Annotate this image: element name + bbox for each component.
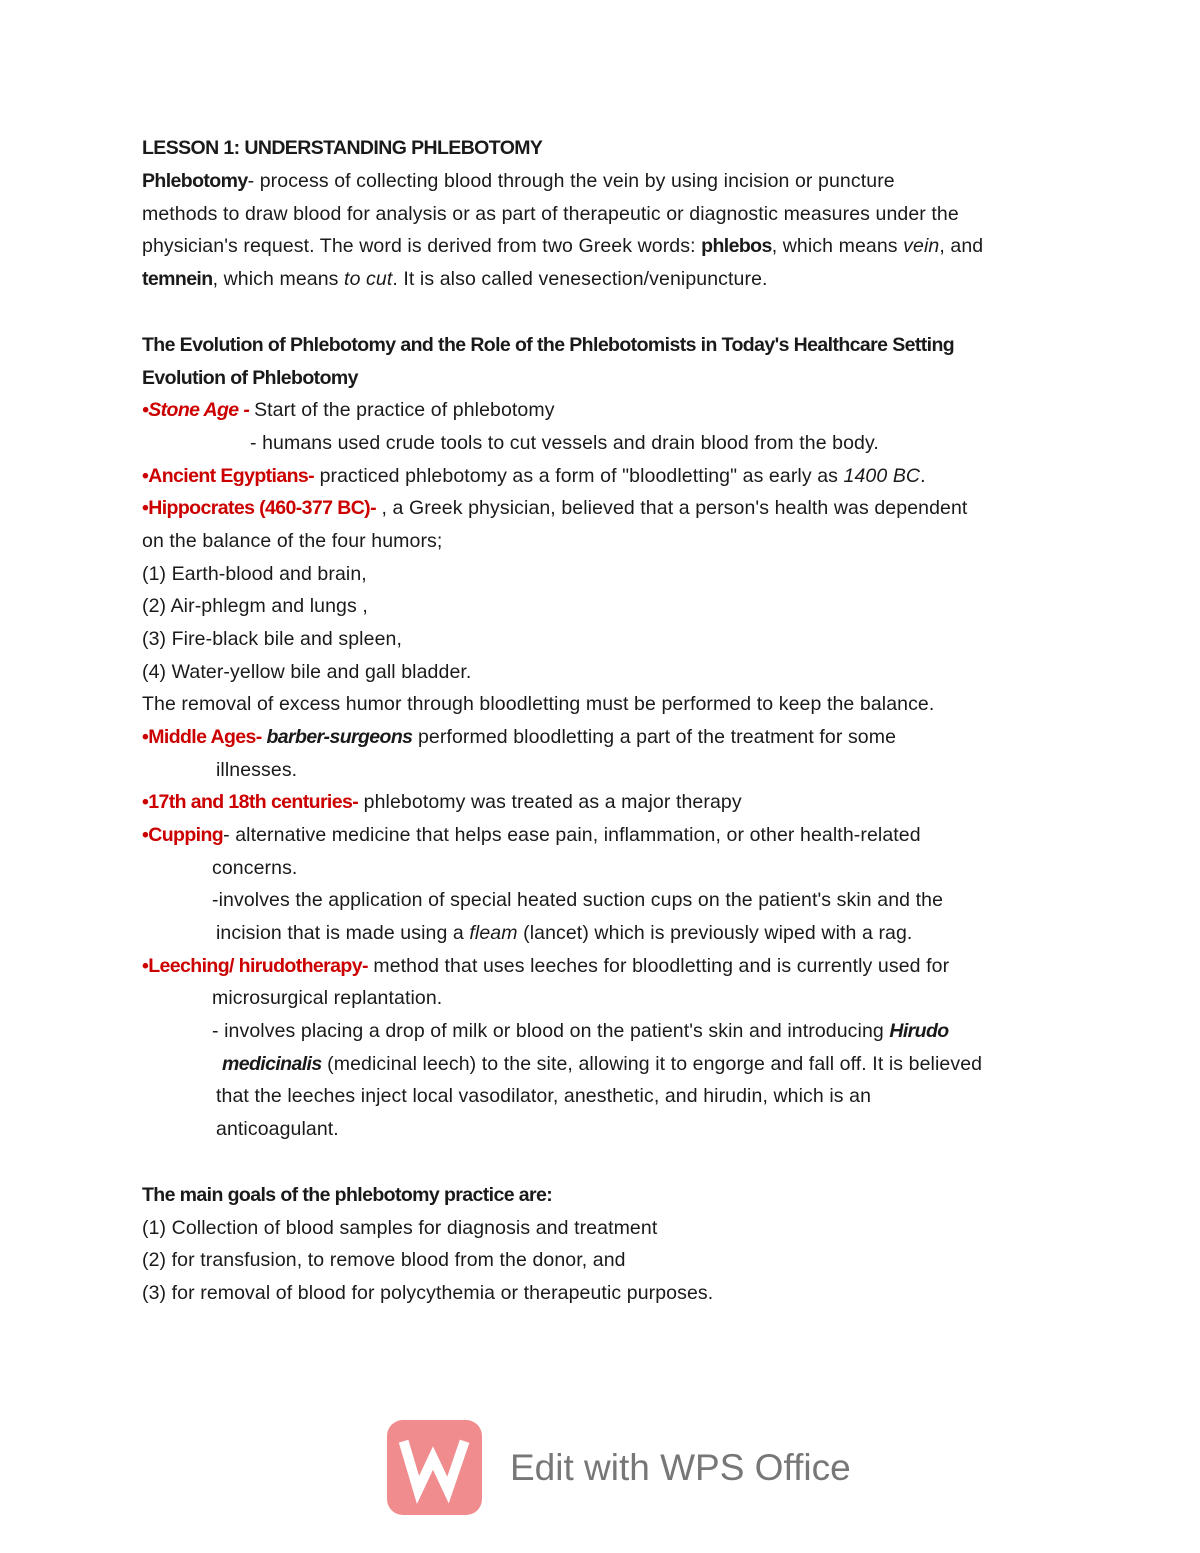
evolution-subheading: Evolution of Phlebotomy: [142, 367, 358, 389]
goals-heading: The main goals of the phlebotomy practice are:: [142, 1184, 553, 1206]
leeching-line-4: medicinalis (medicinal leech) to the site, allowing it to engorge and fall off. It is believed: [222, 1053, 983, 1075]
wps-banner-text: Edit with WPS Office: [510, 1447, 851, 1488]
egypt-label: •Ancient Egyptians-: [142, 465, 315, 487]
leeching-line-5: that the leeches inject local vasodilator, anesthetic, and hirudin, which is an: [216, 1085, 872, 1107]
cupping-line-4: incision that is made using a fleam (lancet) which is previously wiped with a rag.: [216, 922, 913, 944]
leeching-line-6: anticoagulant.: [216, 1118, 339, 1140]
hirudo-term: Hirudo: [889, 1020, 949, 1042]
hippocrates-item: •Hippocrates (460-377 BC)- , a Greek physician, believed that a person's health was dependent: [142, 497, 968, 519]
wps-edit-banner[interactable]: [387, 1420, 867, 1520]
term-to-cut: to cut: [344, 268, 393, 290]
leeching-item: •Leeching/ hirudotherapy- method that uses leeches for bloodletting and is currently used for: [142, 955, 950, 977]
term-vein: vein: [903, 235, 940, 257]
hippocrates-label: •Hippocrates (460-377 BC)-: [142, 497, 376, 519]
cupping-label: •Cupping: [142, 824, 224, 846]
term-temnein: temnein: [142, 268, 213, 290]
humor-item: (1) Earth-blood and brain,: [142, 563, 367, 585]
stone-age-item: •Stone Age - Start of the practice of phlebotomy: [142, 399, 555, 421]
centuries-label: •17th and 18th centuries-: [142, 791, 359, 813]
fleam-term: fleam: [469, 922, 518, 944]
wps-w-logo-icon: [387, 1420, 482, 1515]
cupping-line-3: -involves the application of special heated suction cups on the patient's skin and the: [212, 889, 944, 911]
leeching-line-2: microsurgical replantation.: [212, 987, 443, 1009]
centuries-item: •17th and 18th centuries- phlebotomy was treated as a major therapy: [142, 791, 742, 813]
lesson-title: LESSON 1: UNDERSTANDING PHLEBOTOMY: [142, 137, 543, 159]
humor-item: (3) Fire-black bile and spleen,: [142, 628, 402, 650]
stone-age-sub: - humans used crude tools to cut vessels and drain blood from the body.: [250, 432, 879, 454]
definition-line-1: Phlebotomy- process of collecting blood through the vein by using incision or puncture: [142, 170, 895, 192]
goal-item: (1) Collection of blood samples for diagnosis and treatment: [142, 1217, 658, 1239]
removal-text: The removal of excess humor through bloodletting must be performed to keep the balance.: [142, 693, 935, 715]
hippocrates-line-2: on the balance of the four humors;: [142, 530, 443, 552]
cupping-line-2: concerns.: [212, 857, 298, 879]
middle-ages-label: •Middle Ages-: [142, 726, 267, 748]
egypt-item: •Ancient Egyptians- practiced phlebotomy as a form of "bloodletting" as early as 1400 BC.: [142, 465, 926, 487]
humor-item: (4) Water-yellow bile and gall bladder.: [142, 661, 472, 683]
cupping-item: •Cupping- alternative medicine that helps ease pain, inflammation, or other health-related: [142, 824, 921, 846]
goal-item: (3) for removal of blood for polycythemia or therapeutic purposes.: [142, 1282, 714, 1304]
term-phlebos: phlebos: [701, 235, 772, 257]
barber-surgeons-term: barber-surgeons: [266, 726, 413, 748]
evolution-heading: The Evolution of Phlebotomy and the Role of the Phlebotomists in Today's Healthcare Setting: [142, 334, 955, 356]
leeching-label: •Leeching/ hirudotherapy-: [142, 955, 368, 977]
stone-age-label: •Stone Age -: [142, 399, 255, 421]
definition-line-4: temnein, which means to cut. It is also called venesection/venipuncture.: [142, 268, 768, 290]
middle-ages-item: •Middle Ages- barber-surgeons performed bloodletting a part of the treatment for some: [142, 726, 897, 748]
middle-ages-line-2: illnesses.: [216, 759, 298, 781]
humor-item: (2) Air-phlegm and lungs ,: [142, 595, 368, 617]
term-phlebotomy: Phlebotomy: [142, 170, 248, 192]
goal-item: (2) for transfusion, to remove blood from the donor, and: [142, 1249, 626, 1271]
medicinalis-term: medicinalis: [222, 1053, 322, 1075]
definition-line-2: methods to draw blood for analysis or as part of therapeutic or diagnostic measures under the: [142, 203, 959, 225]
leeching-line-3: - involves placing a drop of milk or blood on the patient's skin and introducing Hirudo: [212, 1020, 949, 1042]
definition-line-3: physician's request. The word is derived from two Greek words: phlebos, which means vein, and: [142, 235, 984, 257]
